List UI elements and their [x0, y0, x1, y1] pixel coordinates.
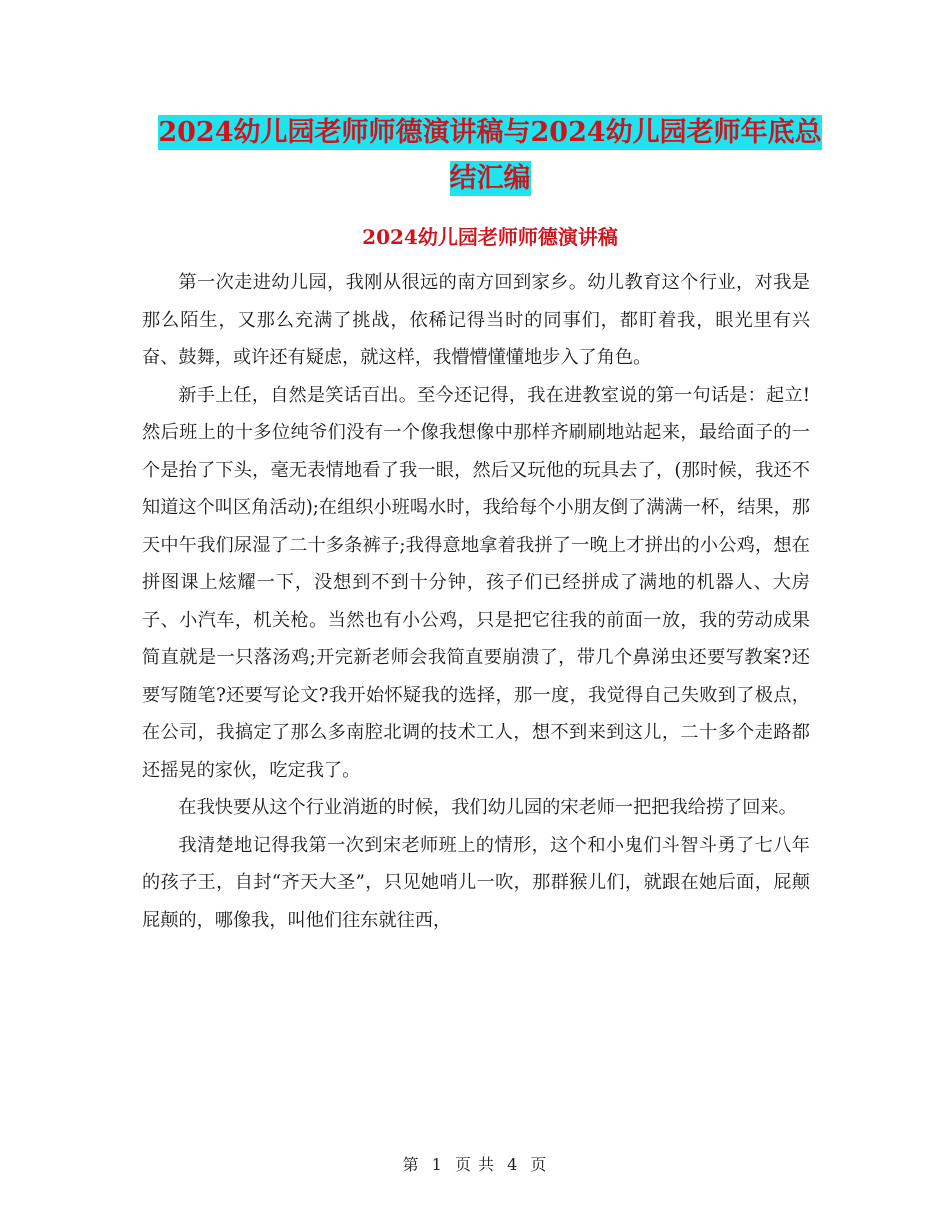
footer-page-number: 1	[431, 1155, 443, 1174]
document-body	[142, 264, 810, 939]
footer-mid: 页 共	[454, 1155, 496, 1174]
paragraph: 我清楚地记得我第一次到宋老师班上的情形，这个和小鬼们斗智斗勇了七八年的孩子王，自封“齐天大圣”，只见她哨儿一吹，那群猴儿们，就跟在她后面，屁颠屁颠的，哪像我，叫他们往东就往西，	[142, 834, 810, 931]
footer-prefix: 第	[402, 1155, 420, 1174]
document-title-line2: 结汇编	[449, 163, 531, 194]
paragraph: 新手上任，自然是笑话百出。至今还记得，我在进教室说的第一句话是：起立!然后班上的十多位纯爷们没有一个像我想像中那样齐刷刷地站起来，最给面子的一个是抬了下头，毫无表情地看了我一眼，然后又玩他的玩具去了，(那时候，我还不知道这个叫区角活动);在组织小班喝水时，我给每个小朋友倒了满满一杯，结果，那天中午我们尿湿了二十多条裤子;我得意地拿着我拼了一晚上才拼出的小公鸡，想在拼图课上炫耀一下，没想到不到十分钟，孩子们已经拼成了满地的机器人、大房子、小汽车，机关枪。当然也有小公鸡，只是把它往我的前面一放，我的劳动成果简直就是一只落汤鸡;开完新老师会我简直要崩溃了，带几个鼻涕虫还要写教案?还要写随笔?还要写论文?我开始怀疑我的选择，那一度，我觉得自己失败到了极点，在公司，我搞定了那么多南腔北调的技术工人，想不到来到这儿，二十多个走路都还摇晃的家伙，吃定我了。	[142, 384, 810, 781]
document-title-line1: 2024幼儿园老师师德演讲稿与2024幼儿园老师年底总	[158, 117, 822, 148]
footer-page-total: 4	[507, 1155, 519, 1174]
page-footer	[0, 1153, 950, 1177]
paragraph: 在我快要从这个行业消逝的时候，我们幼儿园的宋老师一把把我给捞了回来。	[178, 797, 797, 818]
document-title	[140, 110, 840, 202]
paragraph: 第一次走进幼儿园，我刚从很远的南方回到家乡。幼儿教育这个行业，对我是那么陌生，又那么充满了挑战，依稀记得当时的同事们，都盯着我，眼光里有兴奋、鼓舞，或许还有疑虑，就这样，我懵懵懂懂地步入了角色。	[142, 272, 810, 368]
footer-suffix: 页	[530, 1155, 548, 1174]
section-title: 2024幼儿园老师师德演讲稿	[362, 225, 618, 249]
